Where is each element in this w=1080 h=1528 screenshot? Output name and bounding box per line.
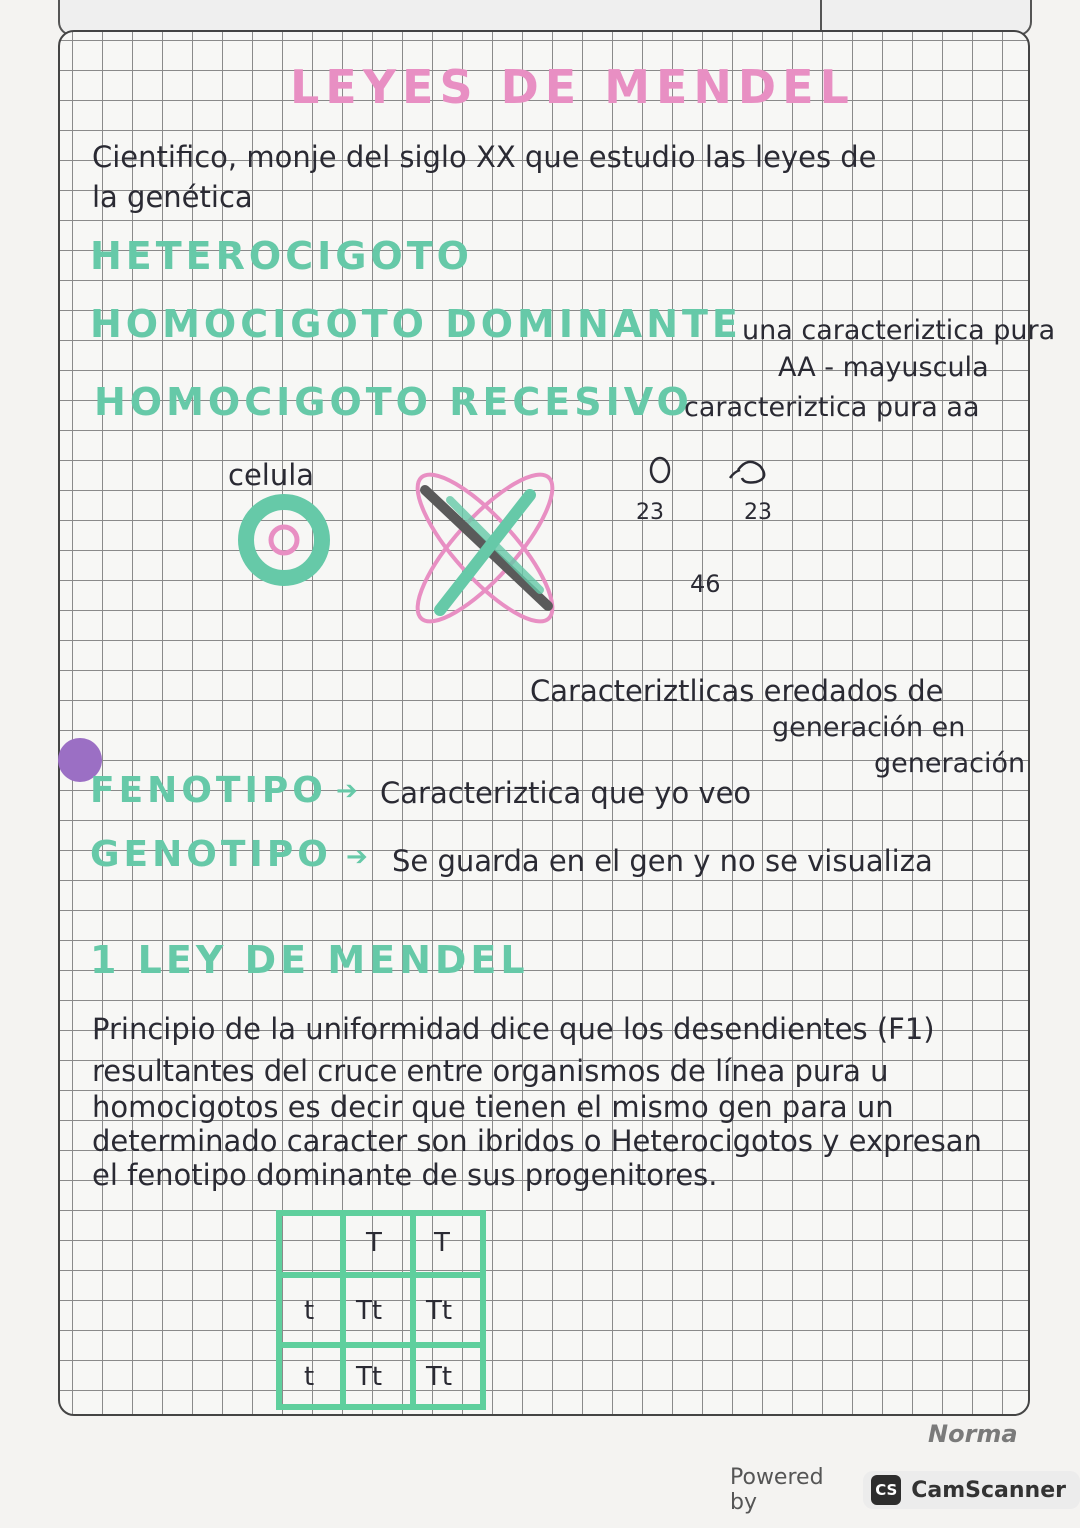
inheritance-note-3: generación [874,748,1026,779]
genotipo-desc: Se guarda en el gen y no se visualiza [392,844,933,878]
page-title: LEYES DE MENDEL [290,60,855,114]
chromosome-count-right: 23 [744,500,772,525]
ley1-title: 1 LEY DE MENDEL [90,938,529,982]
camscanner-label: CamScanner [911,1477,1066,1503]
ley1-line: determinado caracter son ibridos o Heterocigotos y expresan [92,1124,982,1158]
cell-label: celula [228,458,315,492]
intro-line-2: la genética [92,180,253,214]
intro-line-1: Cientifico, monje del siglo XX que estudio las leyes de [92,140,877,174]
ley1-line: el fenotipo dominante de sus progenitores. [92,1158,718,1192]
punnett-cell: Tt [426,1362,453,1392]
punnett-cell: Tt [356,1362,383,1392]
egg-icon [651,458,669,482]
norma-logo: Norma [928,1420,1018,1448]
chromosome-count-left: 23 [636,500,664,525]
inheritance-note-1: Caracteriztlicas eredados de [530,674,944,708]
chromosome-count-total: 46 [690,570,721,598]
homocigoto-dominante-desc: una caracteriztica pura [742,315,1056,346]
term-genotipo: GENOTIPO [90,834,332,875]
punnett-square [276,1210,486,1410]
punnett-cell: T [366,1228,382,1258]
camscanner-icon: CS [871,1475,901,1505]
term-homocigoto-dominante: HOMOCIGOTO DOMINANTE [90,302,742,346]
camscanner-badge [863,1471,1080,1509]
punnett-cell: T [434,1228,450,1258]
ley1-line: homocigotos es decir que tienen el mismo gen para un [92,1090,894,1124]
punnett-cell: Tt [356,1296,383,1326]
homocigoto-dominante-note: AA - mayuscula [778,352,989,383]
punnett-cell: t [304,1362,315,1392]
arrow-icon: ➔ [346,842,368,872]
arrow-icon: ➔ [336,776,358,806]
ley1-line: resultantes del cruce entre organismos de línea pura u [92,1054,889,1088]
homocigoto-recesivo-desc: caracteriztica pura aa [684,392,980,423]
term-heterocigoto: HETEROCIGOTO [90,234,473,278]
ley1-line: Principio de la uniformidad dice que los desendientes (F1) [92,1012,935,1046]
punnett-cell: t [304,1296,315,1326]
sperm-icon [730,462,764,483]
inheritance-note-2: generación en [772,712,966,743]
term-homocigoto-recesivo: HOMOCIGOTO RECESIVO [94,380,693,424]
powered-by-label: Powered by [730,1465,824,1515]
chromosome-x-icon [399,457,571,638]
punnett-cell: Tt [426,1296,453,1326]
cell-nucleus [271,527,297,553]
cell-membrane [246,502,322,578]
camscanner-watermark [730,1465,1080,1515]
term-fenotipo: FENOTIPO [90,770,327,811]
fenotipo-desc: Caracteriztica que yo veo [380,776,752,810]
